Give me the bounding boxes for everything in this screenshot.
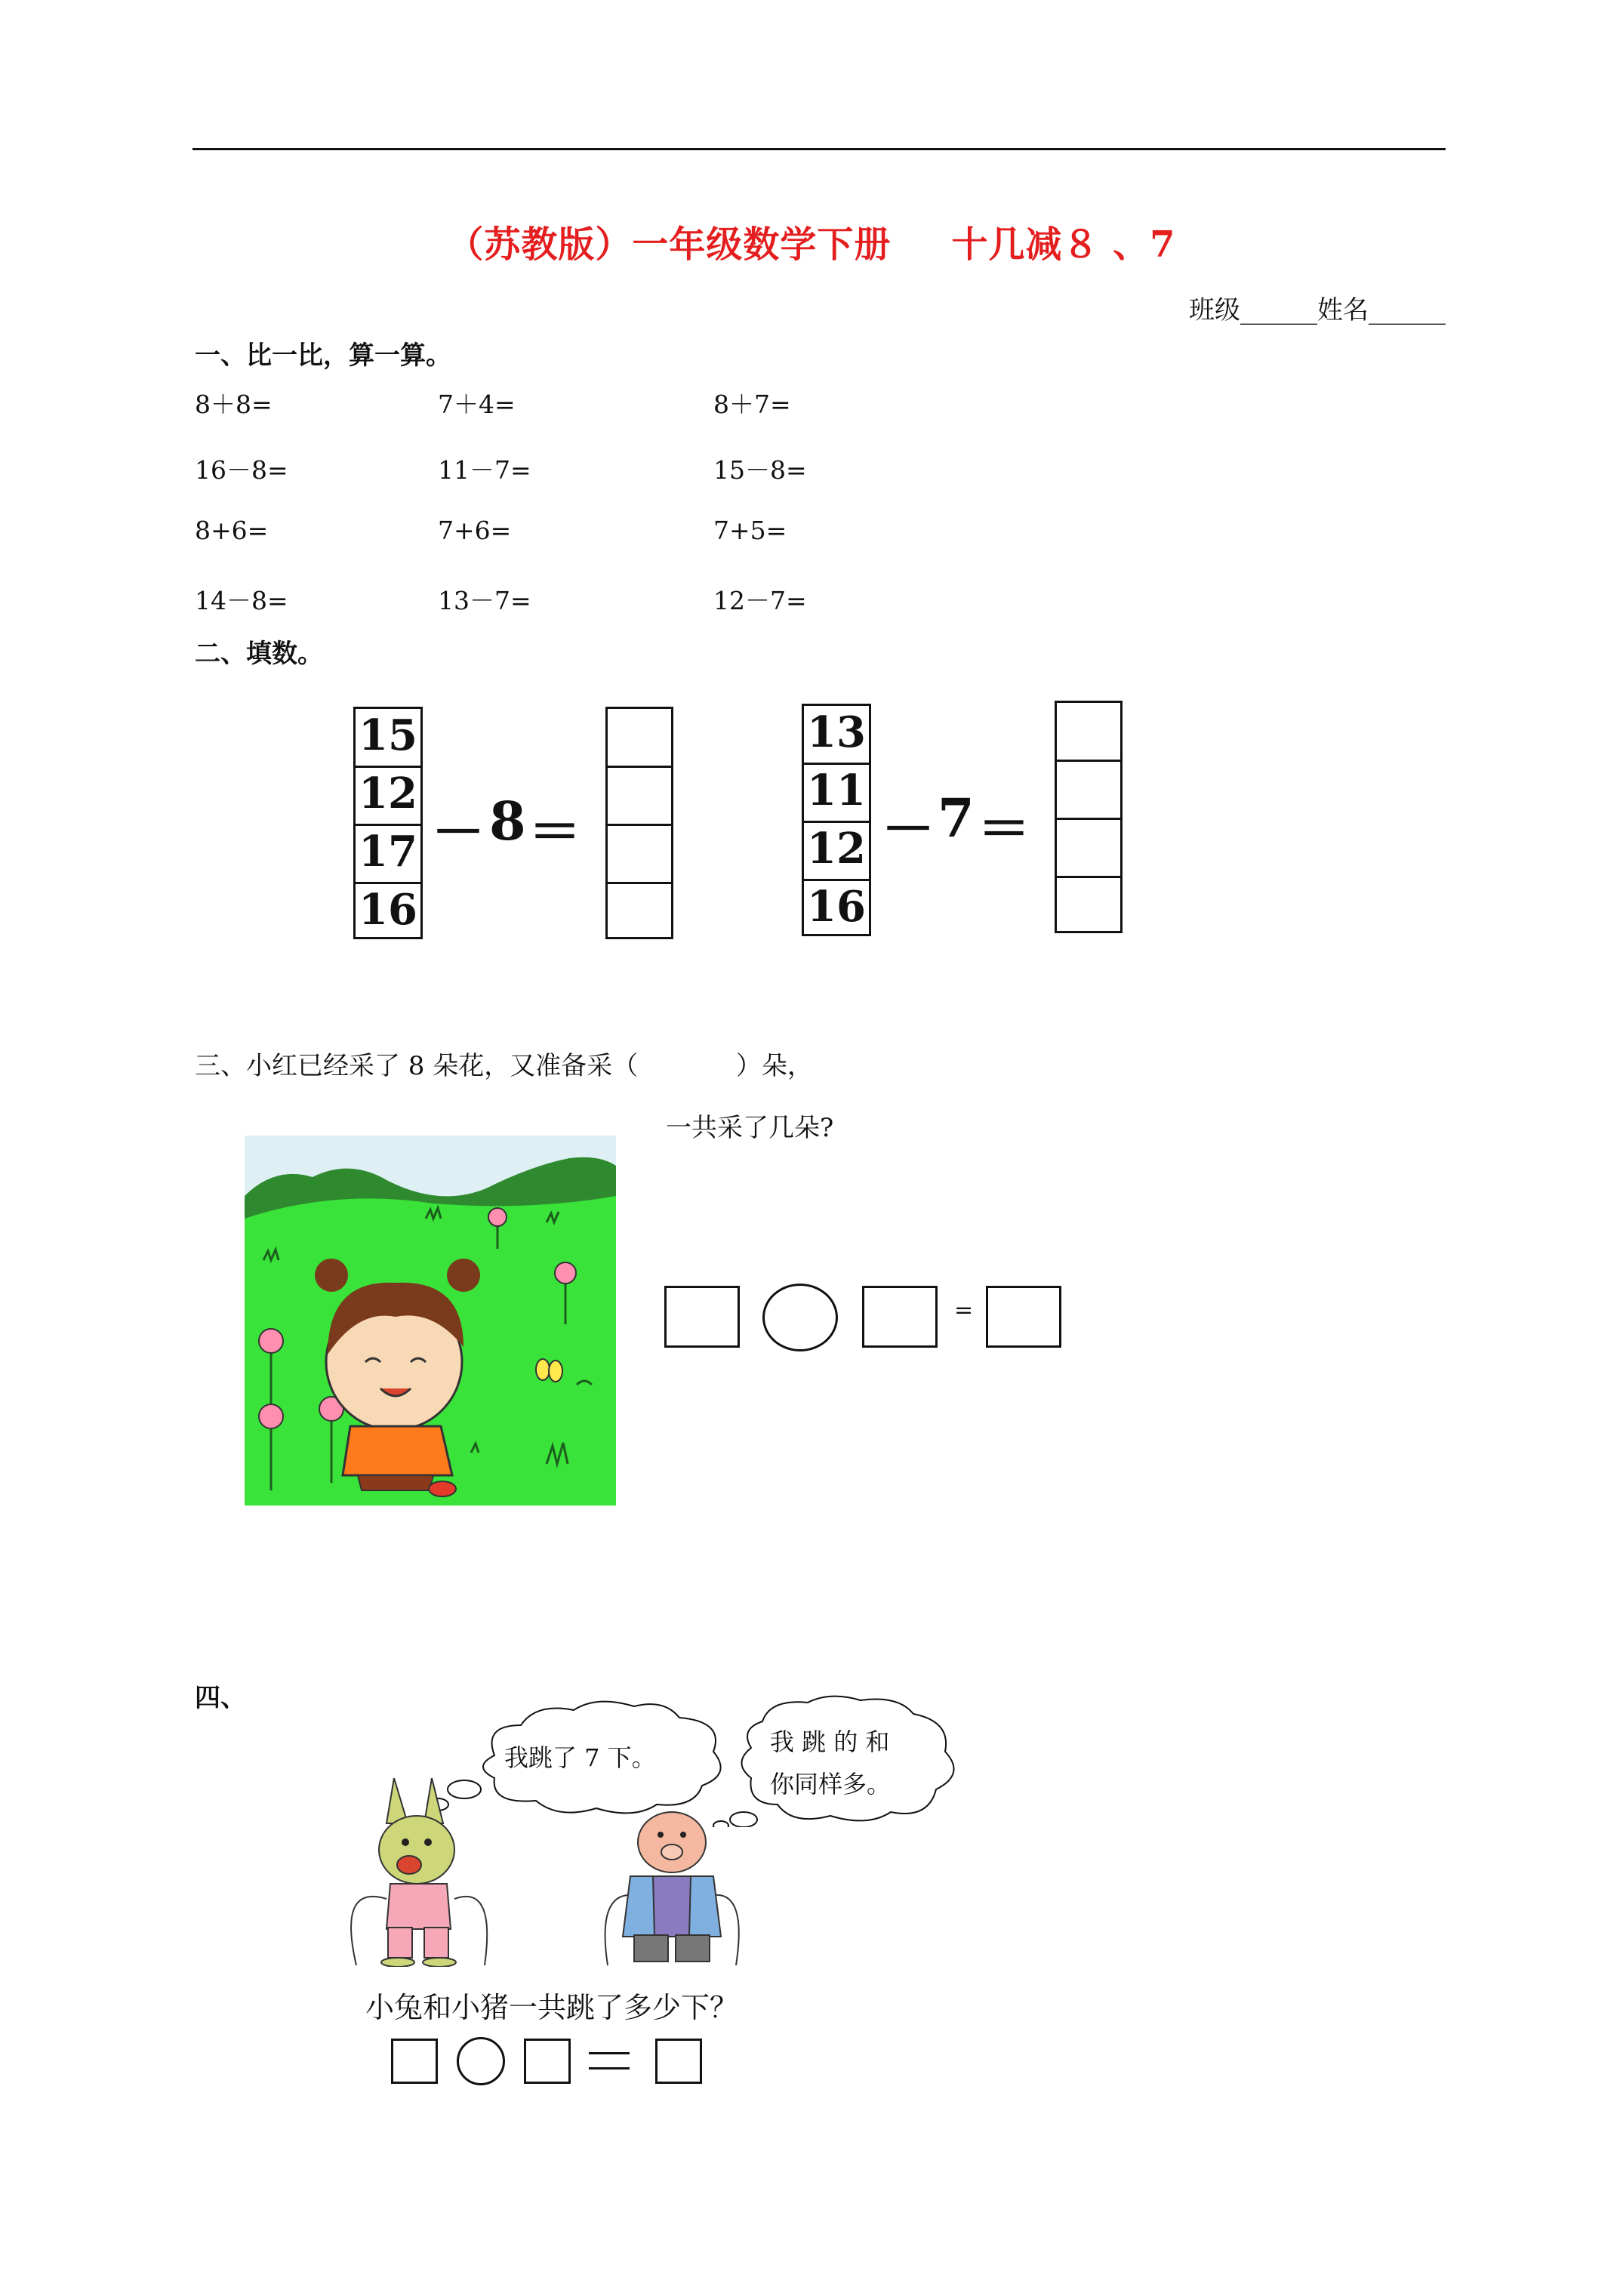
title-part2: 十几减８ 、7 bbox=[951, 223, 1176, 266]
equals-sign: = bbox=[954, 1297, 974, 1324]
operator-circle[interactable] bbox=[762, 1284, 838, 1351]
answer-box-2[interactable] bbox=[862, 1286, 938, 1348]
number-cell: 16 bbox=[807, 882, 866, 932]
answer-box-6[interactable] bbox=[655, 2039, 702, 2084]
operator-circle-2[interactable] bbox=[457, 2037, 505, 2085]
answer-box-1[interactable] bbox=[664, 1286, 740, 1348]
title-part1: （苏教版）一年级数学下册 bbox=[447, 223, 892, 266]
expr-r2c3: 15－8= bbox=[713, 455, 807, 485]
section4-heading: 四、 bbox=[195, 1683, 246, 1713]
answer-column-right[interactable] bbox=[1055, 701, 1123, 933]
girl-picking-flowers-picture bbox=[245, 1136, 616, 1505]
answer-column-left[interactable] bbox=[605, 707, 673, 939]
expr-r4c3: 12－7= bbox=[713, 586, 807, 615]
section1-heading: 一、比一比，算一算。 bbox=[195, 341, 451, 371]
number-cell: 12 bbox=[359, 769, 417, 818]
class-name-line: 班级______姓名______ bbox=[1189, 295, 1446, 325]
number-cell: 12 bbox=[807, 824, 866, 874]
expr-r1c2: 7＋4= bbox=[438, 390, 516, 419]
answer-box-3[interactable] bbox=[986, 1286, 1061, 1348]
equals-sign-left: ＝ bbox=[528, 800, 581, 863]
number-cell: 17 bbox=[359, 827, 417, 877]
expr-r4c1: 14－8= bbox=[195, 586, 288, 615]
minus-sign-right: － bbox=[882, 797, 935, 860]
answer-box-5[interactable] bbox=[524, 2039, 571, 2084]
number-cell: 11 bbox=[807, 766, 866, 815]
number-column-left bbox=[353, 707, 423, 939]
section2-heading: 二、填数。 bbox=[195, 639, 323, 669]
number-cell: 15 bbox=[359, 710, 417, 760]
equals-sign-right: ＝ bbox=[978, 797, 1030, 860]
equals-bar-bottom bbox=[589, 2067, 630, 2069]
number-cell: 16 bbox=[359, 885, 417, 935]
expr-r4c2: 13－7= bbox=[438, 586, 531, 615]
page-title bbox=[0, 215, 1623, 267]
top-rule bbox=[192, 148, 1446, 150]
expr-r3c2: 7+6= bbox=[438, 516, 512, 545]
expr-r1c1: 8＋8= bbox=[195, 390, 273, 419]
number-column-right bbox=[802, 704, 871, 936]
section3-question: 三、小红已经采了 8 朵花，又准备采（ ）朵， bbox=[195, 1051, 813, 1081]
expr-r2c2: 11－7= bbox=[438, 455, 531, 485]
expr-r2c1: 16－8= bbox=[195, 455, 288, 485]
equals-bar-top bbox=[589, 2052, 630, 2054]
expr-r3c3: 7+5= bbox=[713, 516, 787, 545]
answer-box-4[interactable] bbox=[391, 2039, 438, 2084]
minus-sign-left: － bbox=[432, 800, 485, 863]
expr-r1c3: 8＋7= bbox=[713, 390, 791, 419]
section4-question: 小兔和小猪一共跳了多少下？ bbox=[365, 1991, 739, 2024]
rabbit-bubble-text: 我跳了 7 下。 bbox=[504, 1743, 656, 1772]
expr-r3c1: 8+6= bbox=[195, 516, 269, 545]
pig-jumping-rope-picture bbox=[600, 1801, 744, 1967]
rabbit-jumping-rope-picture bbox=[341, 1778, 492, 1967]
pig-bubble-text-line1: 我 跳 的 和 bbox=[770, 1727, 890, 1756]
section3-question-line2: 一共采了几朵? bbox=[666, 1113, 834, 1143]
pig-bubble-text-line2: 你同样多。 bbox=[770, 1770, 892, 1798]
operand-left: 8 bbox=[489, 790, 526, 852]
operand-right: 7 bbox=[938, 787, 975, 849]
number-cell: 13 bbox=[807, 707, 866, 757]
